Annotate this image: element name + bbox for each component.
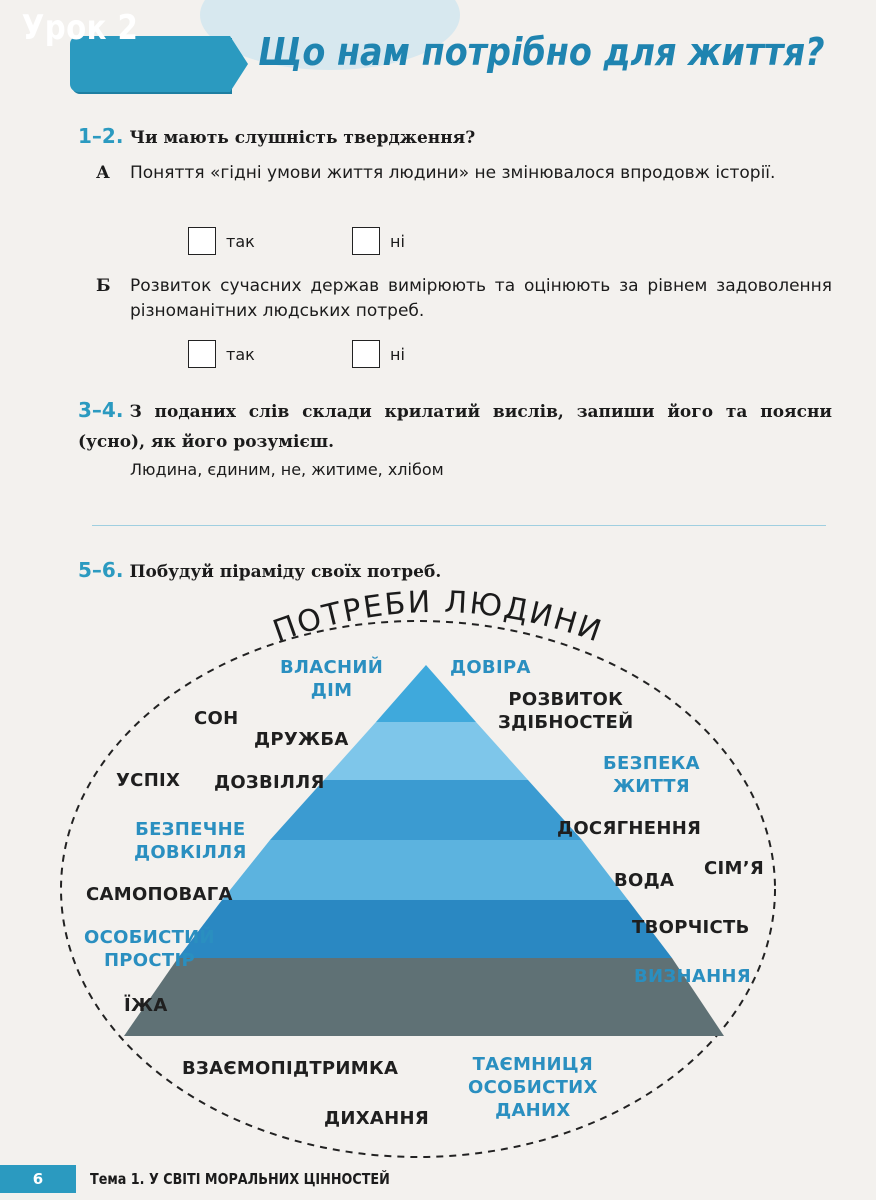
need-uspikh: УСПІХ — [116, 770, 181, 791]
pyramid-arc-title: ПОТРЕБИ ЛЮДИНИ — [268, 584, 608, 650]
need-bezpechne-dovkillia: БЕЗПЕЧНЕ ДОВКІЛЛЯ — [134, 819, 247, 863]
need-tvorchist: ТВОРЧІСТЬ — [632, 917, 750, 938]
task-3-prompt: Побудуй піраміду своїх потреб. — [129, 562, 442, 582]
statement-b-letter: Б — [96, 276, 111, 296]
task-2-words: Людина, єдиним, не, житиме, хлібом — [130, 460, 444, 479]
need-samopovaha: САМОПОВАГА — [86, 884, 233, 905]
need-rozvytok: РОЗВИТОК ЗДІБНОСТЕЙ — [498, 689, 634, 733]
need-dykhannia: ДИХАННЯ — [324, 1108, 429, 1129]
need-vyznannia: ВИЗНАННЯ — [634, 966, 751, 987]
page-number: 6 — [32, 1170, 44, 1188]
need-vzaiemopidtrymka: ВЗАЄМОПІДТРИМКА — [182, 1058, 399, 1079]
pyramid-level-4 — [222, 840, 628, 900]
task-1-number: 1–2. — [78, 124, 124, 148]
pyramid-level-5 — [178, 900, 672, 958]
need-osobystyi-prostir: ОСОБИСТИЙ ПРОСТІР — [84, 927, 215, 971]
need-dozvillia: ДОЗВІЛЛЯ — [214, 772, 325, 793]
statement-a-no-label: ні — [390, 231, 405, 251]
need-druzhba: ДРУЖБА — [254, 729, 349, 750]
need-taiemnytsia: ТАЄМНИЦЯ ОСОБИСТИХ ДАНИХ — [468, 1054, 598, 1121]
statement-a-letter: А — [96, 163, 110, 183]
statement-b-no-label: ні — [390, 344, 405, 364]
need-bezpeka-zhyttia: БЕЗПЕКА ЖИТТЯ — [603, 753, 700, 797]
task-1-prompt: Чи мають слушність твердження? — [129, 128, 476, 148]
lesson-title: Що нам потрібно для життя? — [258, 30, 825, 74]
need-yizha: ЇЖА — [124, 995, 168, 1016]
statement-b-yes-label: так — [226, 344, 255, 364]
task-2-number: 3–4. — [78, 398, 124, 422]
statement-a-yes-label: так — [226, 231, 255, 251]
need-son: СОН — [194, 708, 239, 729]
lesson-label: Урок 2 — [21, 8, 139, 48]
footer-topic: Тема 1. У СВІТІ МОРАЛЬНИХ ЦІННОСТЕЙ — [90, 1170, 390, 1188]
task-3-number: 5–6. — [78, 558, 124, 582]
need-dovira: ДОВІРА — [450, 657, 531, 678]
need-dosiahnennia: ДОСЯГНЕННЯ — [557, 818, 702, 839]
statement-a-text: Поняття «гідні умови життя людини» не змінювалося впродовж історії. — [130, 163, 776, 183]
need-voda: ВОДА — [614, 870, 675, 891]
statement-b-text: Розвиток сучасних держав вимірюють та оцінюють за рівнем задоволення різноманітних людських потреб. — [130, 276, 832, 321]
need-vlasnyi-dim: ВЛАСНИЙ ДІМ — [280, 657, 384, 701]
task-2-prompt: З поданих слів склади крилатий вислів, запиши його та поясни (усно), як його розумієш. — [78, 402, 832, 452]
need-simia: СІМ’Я — [704, 858, 765, 879]
